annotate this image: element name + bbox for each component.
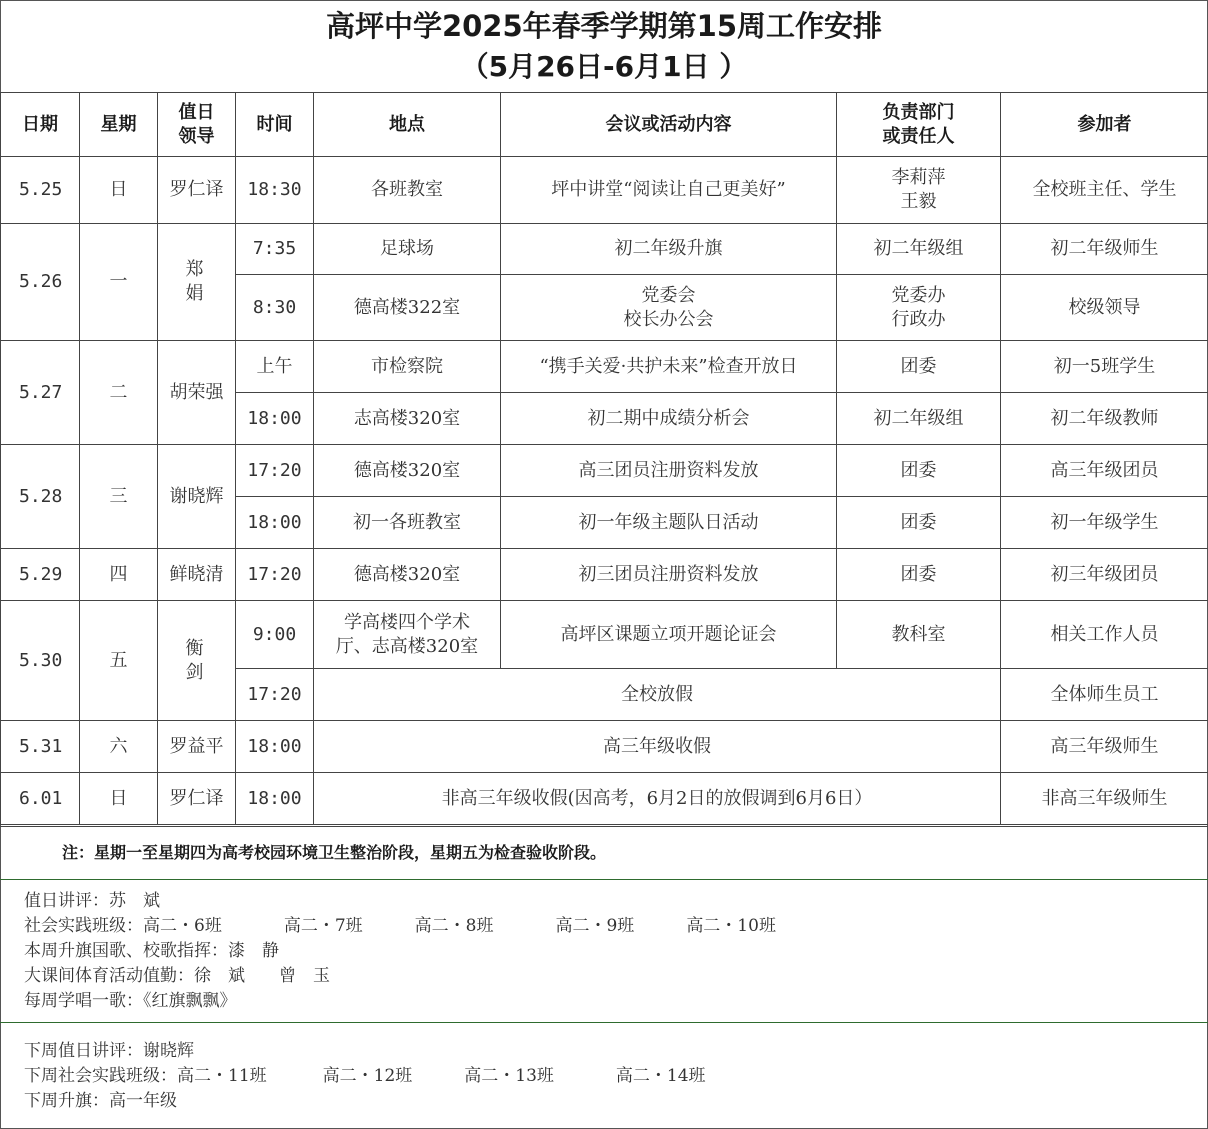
participants-cell: 校级领导 (1001, 275, 1208, 341)
content-cell: “携手关爱·共护未来”检查开放日 (501, 341, 837, 393)
place-cell: 德高楼320室 (314, 445, 501, 497)
participants-cell: 初一5班学生 (1001, 341, 1208, 393)
participants-cell: 初三年级团员 (1001, 549, 1208, 601)
date-cell: 6.01 (1, 773, 80, 825)
weekday-cell: 三 (80, 445, 158, 549)
time-cell: 17:20 (236, 549, 314, 601)
next-flag: 下周升旗：高一年级 (24, 1091, 177, 1111)
participants-cell: 初一年级学生 (1001, 497, 1208, 549)
place-cell: 足球场 (314, 224, 501, 275)
participants-cell: 初二年级师生 (1001, 224, 1208, 275)
time-cell: 17:20 (236, 669, 314, 721)
header-place: 地点 (314, 93, 501, 157)
weekday-cell: 五 (80, 601, 158, 721)
weekday-cell: 二 (80, 341, 158, 445)
weekday-cell: 日 (80, 773, 158, 825)
place-cell: 市检察院 (314, 341, 501, 393)
header-time: 时间 (236, 93, 314, 157)
dept-cell: 教科室 (837, 601, 1001, 669)
date-cell: 5.25 (1, 157, 80, 224)
merged-content-cell: 非高三年级收假(因高考，6月2日的放假调到6月6日） (314, 773, 1001, 825)
table-row (1, 773, 1208, 825)
next-duty-review: 下周值日讲评：谢晓辉 (24, 1041, 194, 1061)
weekday-cell: 四 (80, 549, 158, 601)
dept-cell: 李莉萍 王毅 (837, 157, 1001, 224)
participants-cell: 非高三年级师生 (1001, 773, 1208, 825)
date-cell: 5.30 (1, 601, 80, 721)
participants-cell: 初二年级教师 (1001, 393, 1208, 445)
time-cell: 17:20 (236, 445, 314, 497)
place-cell: 各班教室 (314, 157, 501, 224)
page-subtitle: （5月26日-6月1日 ） (460, 50, 748, 83)
content-cell: 高坪区课题立项开题论证会 (501, 601, 837, 669)
content-cell: 初二年级升旗 (501, 224, 837, 275)
pe-duty: 大课间体育活动值勤：徐 斌 曾 玉 (24, 966, 330, 986)
time-cell: 9:00 (236, 601, 314, 669)
header-weekday: 星期 (80, 93, 158, 157)
dept-cell: 初二年级组 (837, 224, 1001, 275)
date-cell: 5.27 (1, 341, 80, 445)
leader-cell: 罗益平 (158, 721, 236, 773)
dept-cell: 团委 (837, 497, 1001, 549)
header-dept: 负责部门 或责任人 (837, 93, 1001, 157)
time-cell: 8:30 (236, 275, 314, 341)
practice-classes: 社会实践班级：高二・6班 高二・7班 高二・8班 高二・9班 高二・10班 (24, 916, 776, 936)
participants-cell: 全校班主任、学生 (1001, 157, 1208, 224)
table-row (1, 157, 1208, 224)
header-leader: 值日 领导 (158, 93, 236, 157)
note-bar (0, 826, 1208, 880)
weekday-cell: 六 (80, 721, 158, 773)
dept-cell: 团委 (837, 341, 1001, 393)
time-cell: 上午 (236, 341, 314, 393)
time-cell: 18:00 (236, 393, 314, 445)
dept-cell: 团委 (837, 549, 1001, 601)
place-cell: 德高楼320室 (314, 549, 501, 601)
dept-cell: 党委办 行政办 (837, 275, 1001, 341)
place-cell: 学高楼四个学术 厅、志高楼320室 (314, 601, 501, 669)
place-cell: 初一各班教室 (314, 497, 501, 549)
participants-cell: 全体师生员工 (1001, 669, 1208, 721)
content-cell: 高三团员注册资料发放 (501, 445, 837, 497)
header-row (1, 93, 1208, 157)
section-divider (0, 1022, 1208, 1023)
leader-cell: 郑娟 (158, 224, 236, 341)
schedule-table (0, 92, 1208, 825)
weekday-cell: 一 (80, 224, 158, 341)
place-cell: 志高楼320室 (314, 393, 501, 445)
header-participants: 参加者 (1001, 93, 1208, 157)
date-cell: 5.26 (1, 224, 80, 341)
leader-cell: 胡荣强 (158, 341, 236, 445)
table-row (1, 224, 1208, 275)
time-cell: 18:30 (236, 157, 314, 224)
merged-content-cell: 全校放假 (314, 669, 1001, 721)
duty-review: 值日讲评：苏 斌 (24, 891, 160, 911)
leader-cell: 罗仁译 (158, 157, 236, 224)
leader-cell: 谢晓辉 (158, 445, 236, 549)
next-practice-classes: 下周社会实践班级：高二・11班 高二・12班 高二・13班 高二・14班 (24, 1066, 706, 1086)
dept-cell: 团委 (837, 445, 1001, 497)
this-week-section (0, 889, 1208, 1014)
header-content: 会议或活动内容 (501, 93, 837, 157)
table-row (1, 549, 1208, 601)
time-cell: 7:35 (236, 224, 314, 275)
content-cell: 初三团员注册资料发放 (501, 549, 837, 601)
leader-cell: 罗仁译 (158, 773, 236, 825)
table-row (1, 721, 1208, 773)
table-row (1, 601, 1208, 669)
next-week-section (0, 1039, 1208, 1114)
content-cell: 初二期中成绩分析会 (501, 393, 837, 445)
participants-cell: 高三年级师生 (1001, 721, 1208, 773)
weekly-song: 每周学唱一歌：《红旗飘飘》 (24, 991, 237, 1011)
participants-cell: 相关工作人员 (1001, 601, 1208, 669)
merged-content-cell: 高三年级收假 (314, 721, 1001, 773)
participants-cell: 高三年级团员 (1001, 445, 1208, 497)
place-cell: 德高楼322室 (314, 275, 501, 341)
time-cell: 18:00 (236, 497, 314, 549)
time-cell: 18:00 (236, 773, 314, 825)
time-cell: 18:00 (236, 721, 314, 773)
flag-conductor: 本周升旗国歌、校歌指挥：漆 静 (24, 941, 279, 961)
date-cell: 5.28 (1, 445, 80, 549)
date-cell: 5.31 (1, 721, 80, 773)
table-row (1, 445, 1208, 497)
page-title: 高坪中学2025年春季学期第15周工作安排 (325, 9, 883, 43)
dept-cell: 初二年级组 (837, 393, 1001, 445)
leader-cell: 衡剑 (158, 601, 236, 721)
header-date: 日期 (1, 93, 80, 157)
content-cell: 初一年级主题队日活动 (501, 497, 837, 549)
weekday-cell: 日 (80, 157, 158, 224)
content-cell: 坪中讲堂“阅读让自己更美好” (501, 157, 837, 224)
table-row (1, 341, 1208, 393)
content-cell: 党委会 校长办公会 (501, 275, 837, 341)
leader-cell: 鲜晓清 (158, 549, 236, 601)
note-text: 注：星期一至星期四为高考校园环境卫生整治阶段，星期五为检查验收阶段。 (62, 843, 607, 862)
date-cell: 5.29 (1, 549, 80, 601)
